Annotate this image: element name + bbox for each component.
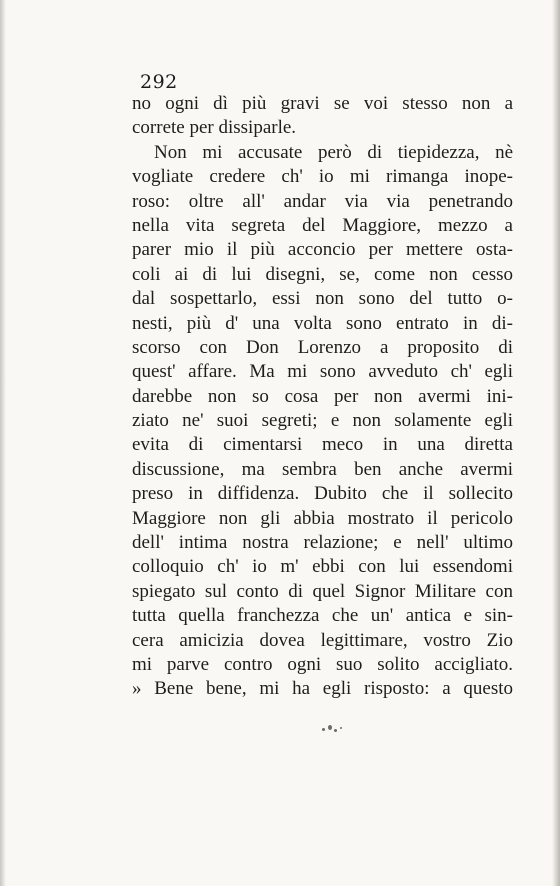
text-line: roso: oltre all' andar via via penetrando [132,190,513,212]
text-line: dell' intima nostra relazione; e nell' ultimo [132,532,513,554]
text-line: cera amicizia dovea legittimare, vostro Zio [132,629,513,651]
text-line: Maggiore non gli abbia mostrato il pericolo [132,507,513,529]
text-line: vogliate credere ch' io mi rimanga inope- [132,166,513,188]
text-line: colloquio ch' io m' ebbi con lui essendomi [132,556,513,578]
page-left-edge-shadow [0,0,6,886]
text-line: scorso con Don Lorenzo a proposito di [132,336,513,358]
text-line: correte per dissiparle. [132,117,297,139]
text-line: discussione, ma sembra ben anche avermi [132,458,513,480]
text-line: tutta quella franchezza che un' antica e sin- [132,605,513,627]
ink-blot-ornament [318,722,348,736]
text-line: parer mio il più acconcio per mettere osta- [132,239,513,261]
page-number: 292 [140,71,178,93]
text-line: Non mi accusate però di tiepidezza, nè [154,141,513,163]
text-line: evita di cimentarsi meco in una diretta [132,434,513,456]
page-right-edge-shadow [552,0,560,886]
text-line: quest' affare. Ma mi sono avveduto ch' egli [132,361,513,383]
text-line: darebbe non so cosa per non avermi ini- [132,385,513,407]
text-line: ziato ne' suoi segreti; e non solamente egli [132,410,513,432]
text-line: mi parve contro ogni suo solito accigliato. [132,653,513,675]
body-text [132,92,513,702]
text-line: nesti, più d' una volta sono entrato in di- [132,312,513,334]
text-line: coli ai di lui disegni, se, come non cesso [132,263,513,285]
text-line: dal sospettarlo, essi non sono del tutto o- [132,288,513,310]
text-line: no ogni dì più gravi se voi stesso non a [132,93,513,114]
text-line: preso in diffidenza. Dubito che il sollecito [132,483,513,505]
text-line: nella vita segreta del Maggiore, mezzo a [132,214,513,236]
text-line: » Bene bene, mi ha egli risposto: a questo [132,678,513,700]
text-line: spiegato sul conto di quel Signor Militare con [132,580,513,602]
